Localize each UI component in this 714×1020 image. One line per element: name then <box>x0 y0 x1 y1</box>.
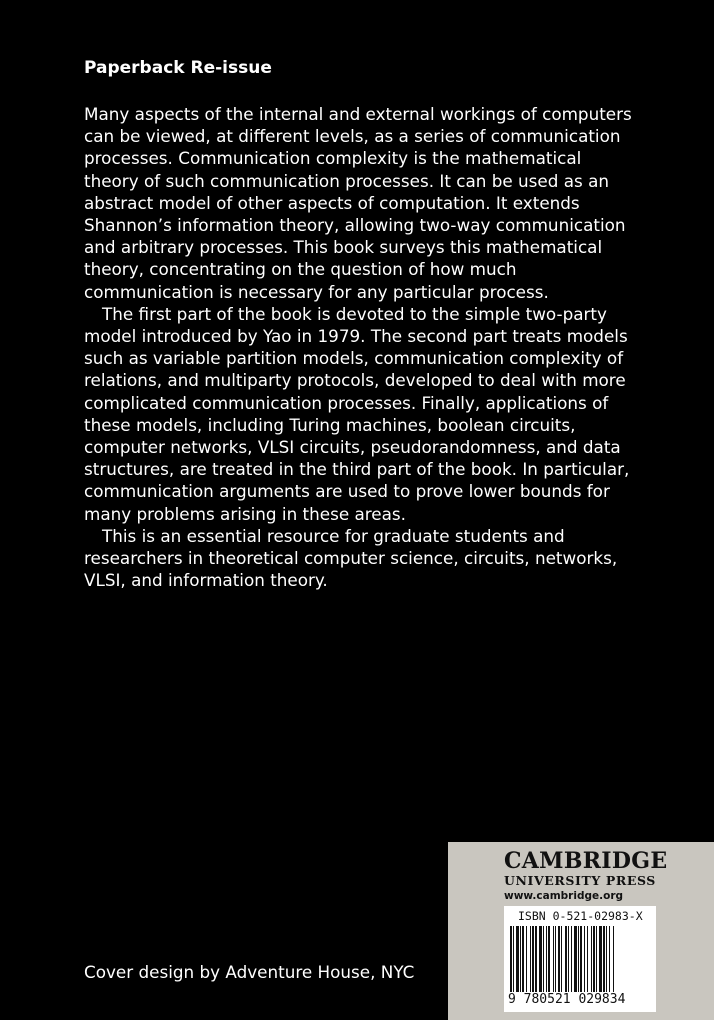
barcode-bar <box>593 926 595 992</box>
barcode-bar <box>553 926 554 992</box>
blurb-text <box>84 103 640 591</box>
publisher-panel <box>448 842 714 1020</box>
barcode-bar <box>574 926 577 992</box>
barcode-label <box>504 906 656 1012</box>
barcode-bar <box>555 926 556 992</box>
barcode-bar <box>535 926 537 992</box>
barcode-bar <box>571 926 572 992</box>
barcode-bar <box>539 926 542 992</box>
barcode-bar <box>591 926 592 992</box>
barcode-bar <box>580 926 582 992</box>
barcode-bar <box>587 926 588 992</box>
barcode-bar <box>543 926 544 992</box>
ean-number: 9 780521 029834 <box>508 992 626 1007</box>
barcode-bar <box>599 926 602 992</box>
barcode-bar <box>516 926 519 992</box>
barcode-bar <box>568 926 569 992</box>
barcode-bar <box>546 926 547 992</box>
barcode-bar <box>584 926 585 992</box>
barcode-bar <box>561 926 562 992</box>
publisher-name: CAMBRIDGE <box>504 848 668 874</box>
barcode-bar <box>548 926 550 992</box>
publisher-url[interactable]: www.cambridge.org <box>504 890 624 902</box>
barcode-bar <box>532 926 534 992</box>
barcode-bar <box>526 926 527 992</box>
isbn-number: ISBN 0-521-02983-X <box>518 909 643 923</box>
barcode-bar <box>596 926 597 992</box>
barcode-bar <box>510 926 512 992</box>
barcode-bar <box>558 926 560 992</box>
barcode-bar <box>520 926 521 992</box>
publisher-subtitle: UNIVERSITY PRESS <box>504 873 656 888</box>
blurb-paragraph-3: This is an essential resource for graduate students and researchers in theoretical computer science, circuits, networks, VLSI, and information theory. <box>84 525 618 591</box>
barcode-bar <box>530 926 531 992</box>
barcode-icon <box>510 926 650 992</box>
barcode-bar <box>565 926 567 992</box>
barcode-bar <box>522 926 524 992</box>
barcode-bar <box>613 926 614 992</box>
section-heading: Paperback Re-issue <box>84 58 272 78</box>
barcode-bar <box>578 926 579 992</box>
barcode-bar <box>603 926 605 992</box>
cover-design-credit: Cover design by Adventure House, NYC <box>84 962 415 982</box>
blurb-paragraph-2: The first part of the book is devoted to the simple two-party model introduced by Yao in 1979. The second part treats models such as variable partition models, communication complexity of relations, and multiparty protocols, developed to deal with more complicated communication processes. Finally, applications of these models, including Turing machines, boolean circuits, computer networks, VLSI circuits, pseudorandomness, and data structures, are treated in the third part of the book. In particular, communication arguments are used to prove lower bounds for many problems arising in these areas. <box>84 303 630 524</box>
blurb-paragraph-1: Many aspects of the internal and external workings of computers can be viewed, at different levels, as a series of communication processes. Communication complexity is the mathematical theory of such communication processes. It can be used as an abstract model of other aspects of computation. It extends Shannon’s information theory, allowing two-way communication and arbitrary processes. This book surveys this mathematical theory, concentrating on the question of how much communication is necessary for any particular process. <box>84 104 632 302</box>
barcode-bar <box>606 926 607 992</box>
barcode-bar <box>609 926 610 992</box>
barcode-bar <box>513 926 514 992</box>
